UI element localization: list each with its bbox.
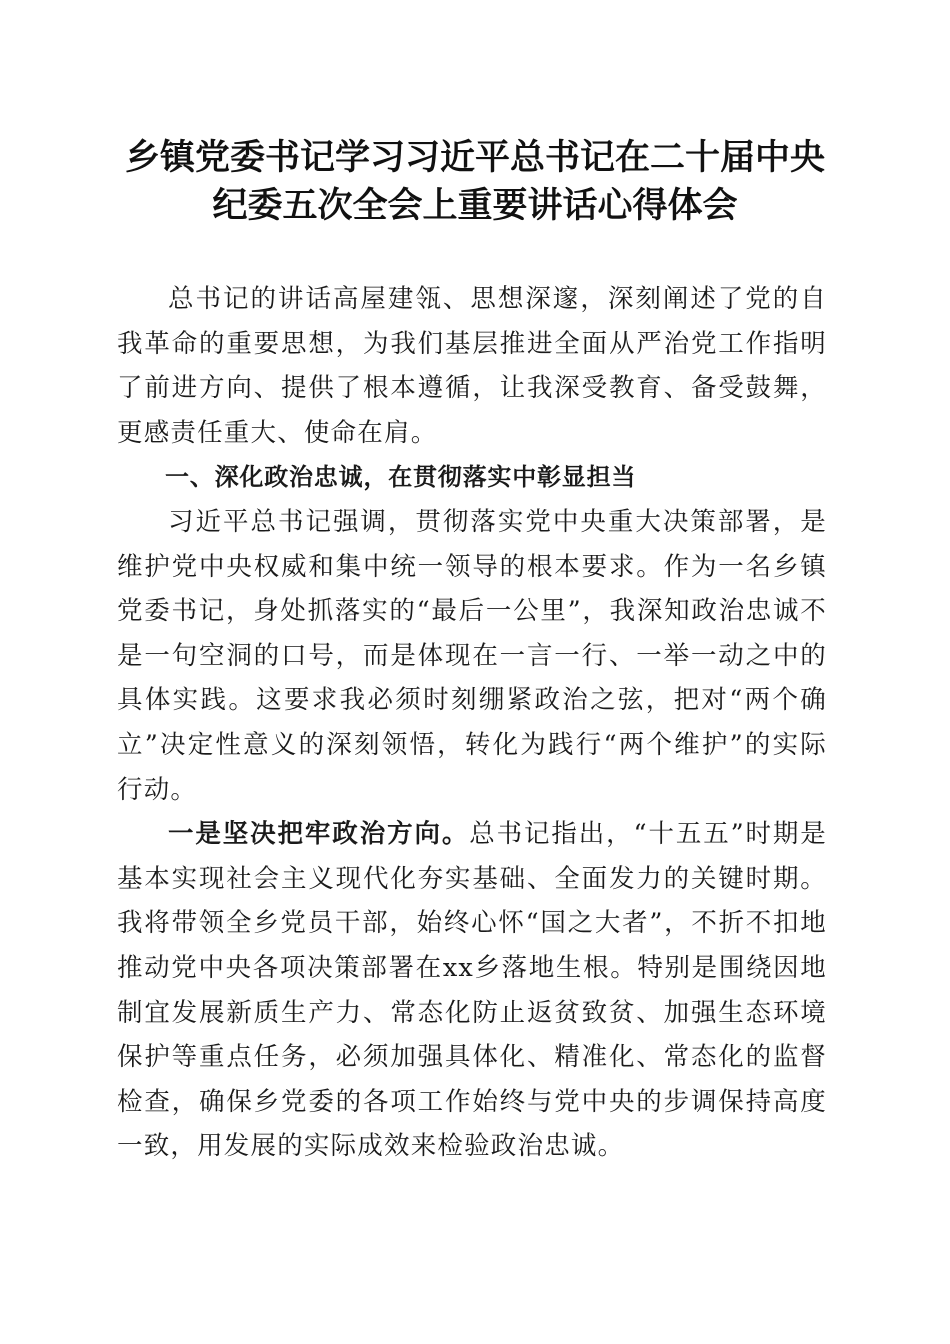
page-title (100, 134, 850, 230)
section-heading-1: 一、深化政治忠诚，在贯彻落实中彰显担当 (165, 463, 637, 492)
document-body (117, 277, 827, 1169)
point-1-text: 总书记指出，“十五五”时期是基本实现社会主义现代化夯实基础、全面发力的关键时期。我将带领全乡党员干部，始终心怀“国之大者”，不折不扣地推动党中央各项决策部署在xx乡落地生根。特别是围绕因地制宜发展新质生产力、常态化防止返贫致贫、加强生态环境保护等重点任务，必须加强具体化、精准化、常态化的监督检查，确保乡党委的各项工作始终与党中央的步调保持高度一致，用发展的实际成效来检验政治忠诚。 (117, 819, 828, 1162)
point-1-paragraph (117, 812, 827, 1169)
title-line-1: 乡镇党委书记学习习近平总书记在二十届中央 (124, 137, 825, 178)
point-1-lead: 一是坚决把牢政治方向。 (168, 819, 470, 850)
title-line-2: 纪委五次全会上重要讲话心得体会 (212, 185, 738, 226)
section-1-paragraph: 习近平总书记强调，贯彻落实党中央重大决策部署，是维护党中央权威和集中统一领导的根本要求。作为一名乡镇党委书记，身处抓落实的“最后一公里”，我深知政治忠诚不是一句空洞的口号，而是体现在一言一行、一举一动之中的具体实践。这要求我必须时刻绷紧政治之弦，把对“两个确立”决定性意义的深刻领悟，转化为践行“两个维护”的实际行动。 (117, 506, 827, 805)
intro-paragraph: 总书记的讲话高屋建瓴、思想深邃，深刻阐述了党的自我革命的重要思想，为我们基层推进全面从严治党工作指明了前进方向、提供了根本遵循，让我深受教育、备受鼓舞，更感责任重大、使命在肩。 (117, 284, 827, 448)
